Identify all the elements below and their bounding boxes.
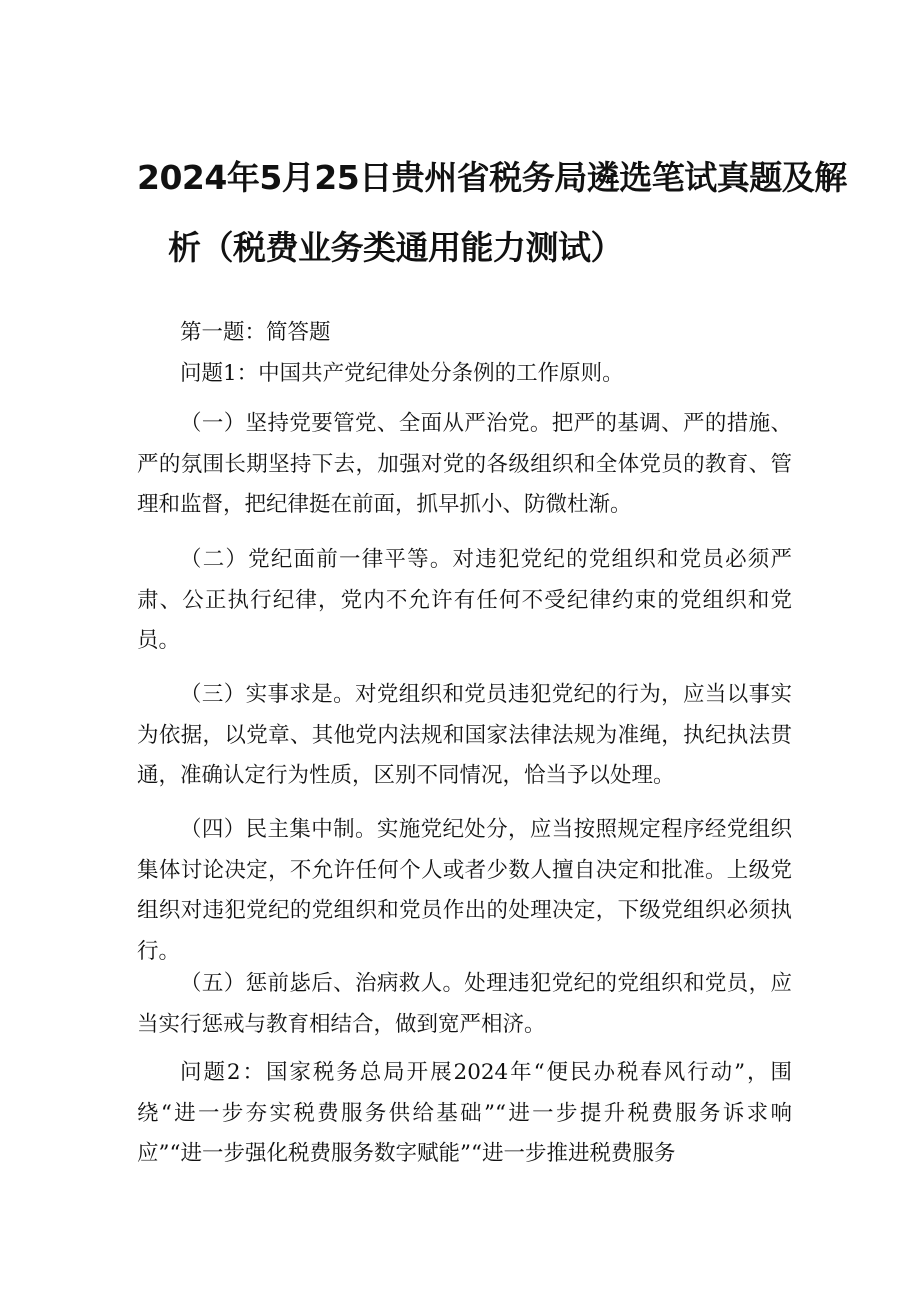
principle-3-block	[137, 675, 792, 797]
principle-paragraph: （一）坚持党要管党、全面从严治党。把严的基调、严的措施、严的氛围长期坚持下去，加强对党的各级组织和全体党员的教育、管理和监督，把纪律挺在前面，抓早抓小、防微杜渐。	[137, 411, 792, 517]
principle-paragraph: （二）党纪面前一律平等。对违犯党纪的党组织和党员必须严肃、公正执行纪律，党内不允许有任何不受纪律约束的党组织和党员。	[137, 547, 792, 653]
principle-paragraph: （四）民主集中制。实施党纪处分，应当按照规定程序经党组织集体讨论决定，不允许任何个人或者少数人擅自决定和批准。上级党组织对违犯党纪的党组织和党员作出的处理决定，下级党组织必须执行。	[137, 817, 792, 964]
question-1: 问题1：中国共产党纪律处分条例的工作原则。	[180, 360, 624, 386]
document-title-line-1: 2024年5月25日贵州省税务局遴选笔试真题及解	[137, 158, 847, 197]
section-heading-block	[137, 313, 792, 394]
principle-paragraph: （五）惩前毖后、治病救人。处理违犯党纪的党组织和党员，应当实行惩戒与教育相结合，做到宽严相济。	[137, 971, 792, 1037]
principle-2-block	[137, 540, 792, 662]
principle-4-block	[137, 810, 792, 972]
question-2: 问题2：国家税务总局开展2024年“便民办税春风行动”，围绕“进一步夯实税费服务供给基础”“进一步提升税费服务诉求响应”“进一步强化税费服务数字赋能”“进一步推进税费服务	[137, 1060, 792, 1166]
question-2-block	[137, 1053, 792, 1175]
document-title-line-2: 析（税费业务类通用能力测试）	[168, 228, 623, 267]
principle-paragraph: （三）实事求是。对党组织和党员违犯党纪的行为，应当以事实为依据，以党章、其他党内法规和国家法律法规为准绳，执纪执法贯通，准确认定行为性质，区别不同情况，恰当予以处理。	[137, 682, 792, 788]
principle-5-block	[137, 964, 792, 1045]
section-heading: 第一题：简答题	[180, 320, 331, 345]
principle-1-block	[137, 404, 792, 526]
